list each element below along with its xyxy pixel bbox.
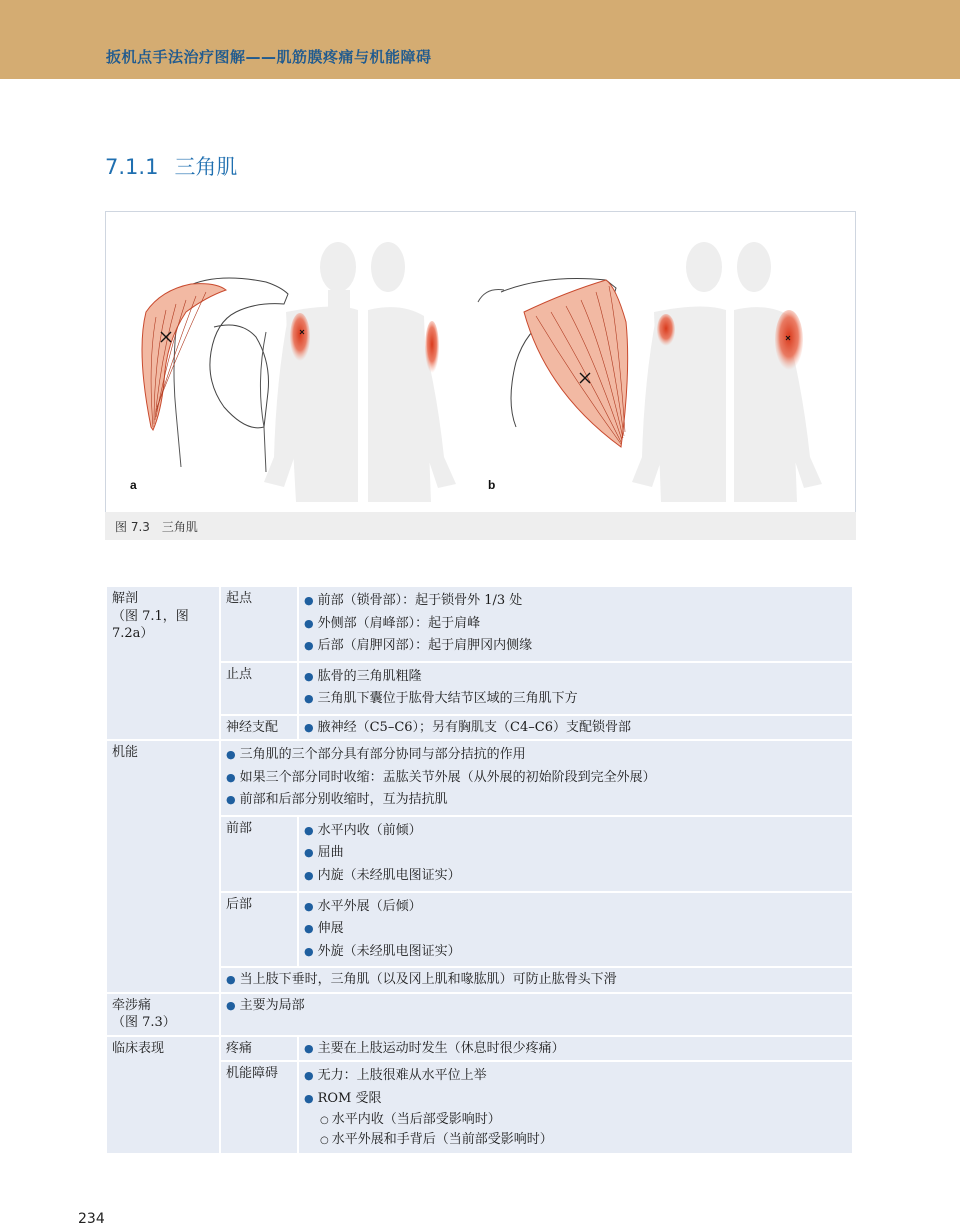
panel-b-body-back xyxy=(734,242,822,502)
page-number: 234 xyxy=(78,1211,105,1227)
list-item: ● 腋神经（C5–C6）；另有胸肌支（C4–C6）支配锁骨部 xyxy=(304,719,631,735)
bullet-icon: ● xyxy=(304,594,314,607)
bullet-icon: ● xyxy=(304,869,314,883)
panel-b-bone-diagram xyxy=(478,279,628,448)
header-band xyxy=(0,0,960,79)
list-item: ● 无力：上肢很难从水平位上举 xyxy=(304,1068,487,1084)
list-item: ● 当上肢下垂时，三角肌（以及冈上肌和喙肱肌）可防止肱骨头下滑 xyxy=(226,972,617,988)
function-label: 机能 xyxy=(106,740,220,992)
list-item: ● 外侧部（肩峰部）：起于肩峰 xyxy=(304,615,481,631)
circle-bullet-icon: ○ xyxy=(320,1135,329,1147)
list-item: ● 前部（锁骨部）：起于锁骨外 1/3 处 xyxy=(304,593,523,608)
bullet-icon: ● xyxy=(304,720,314,734)
posterior-label: 后部 xyxy=(220,892,298,968)
panel-a-referred-pain-front xyxy=(290,313,310,361)
circle-bullet-icon: ○ xyxy=(320,1115,329,1127)
list-item: ● 三角肌下囊位于肱骨大结节区域的三角肌下方 xyxy=(304,691,578,707)
panel-a-referred-pain-back xyxy=(425,321,439,373)
deltoid-info-table xyxy=(105,585,854,1155)
dysfunction-list xyxy=(298,1061,853,1153)
bullet-icon: ● xyxy=(304,899,314,913)
origin-label: 起点 xyxy=(220,586,298,662)
bullet-icon: ● xyxy=(226,793,236,807)
insertion-label: 止点 xyxy=(220,662,298,715)
bullet-icon: ● xyxy=(304,616,314,630)
bullet-icon: ● xyxy=(226,748,236,762)
list-item: ● 水平内收（前倾） xyxy=(304,822,422,838)
list-item: ● ROM 受限 xyxy=(304,1090,382,1106)
anterior-label: 前部 xyxy=(220,816,298,892)
section-title: 三角肌 xyxy=(174,155,238,179)
sub-list-item: ○ 水平外展和手背后（当前部受影响时） xyxy=(320,1132,553,1148)
panel-b-referred-pain-back xyxy=(775,310,803,370)
pain-label: 疼痛 xyxy=(220,1036,298,1062)
table-row xyxy=(106,1036,853,1062)
panel-b-label: b xyxy=(488,478,496,492)
list-item: ● 内旋（未经肌电图证实） xyxy=(304,868,461,884)
bullet-icon: ● xyxy=(226,770,236,784)
nerve-label: 神经支配 xyxy=(220,715,298,741)
bullet-icon: ● xyxy=(304,1069,314,1083)
bullet-icon: ● xyxy=(304,692,314,706)
table-row xyxy=(106,740,853,816)
figure-7-3 xyxy=(105,211,856,513)
panel-b-body-front xyxy=(632,242,726,502)
bullet-icon: ● xyxy=(226,973,236,987)
referred-cell xyxy=(106,993,220,1036)
referred-ref: （图 7.3） xyxy=(112,1015,176,1031)
figure-caption: 图 7.3 三角肌 xyxy=(115,520,198,534)
section-heading xyxy=(105,151,237,181)
bullet-icon: ● xyxy=(304,922,314,936)
panel-a-body-back xyxy=(368,242,456,502)
bullet-icon: ● xyxy=(304,846,314,860)
bullet-icon: ● xyxy=(226,998,236,1012)
list-item: ● 前部和后部分别收缩时，互为拮抗肌 xyxy=(226,792,448,808)
table-row xyxy=(106,586,853,662)
dysfunction-label: 机能障碍 xyxy=(220,1061,298,1153)
panel-a-label: a xyxy=(130,478,137,492)
list-item: ● 屈曲 xyxy=(304,845,344,861)
nerve-list xyxy=(298,715,853,741)
insertion-list xyxy=(298,662,853,715)
list-item: ● 主要在上肢运动时发生（休息时很少疼痛） xyxy=(304,1040,565,1056)
pain-list xyxy=(298,1036,853,1062)
list-item: ● 主要为局部 xyxy=(226,997,305,1013)
origin-list xyxy=(298,586,853,662)
list-item: ● 肱骨的三角肌粗隆 xyxy=(304,668,422,684)
anatomy-label: 解剖 xyxy=(112,591,139,606)
function-last xyxy=(220,967,853,993)
bullet-icon: ● xyxy=(304,944,314,958)
referred-list xyxy=(220,993,853,1036)
anterior-list xyxy=(298,816,853,892)
list-item: ● 三角肌的三个部分具有部分协同与部分拮抗的作用 xyxy=(226,747,526,763)
list-item: ● 水平外展（后倾） xyxy=(304,898,422,914)
posterior-list xyxy=(298,892,853,968)
anatomy-cell xyxy=(106,586,220,740)
bullet-icon: ● xyxy=(304,1041,314,1055)
figure-caption-bar xyxy=(105,512,856,540)
running-title: 扳机点手法治疗图解——肌筋膜疼痛与机能障碍 xyxy=(106,48,432,66)
table-row xyxy=(106,993,853,1036)
bullet-icon: ● xyxy=(304,1091,314,1105)
list-item: ● 后部（肩胛冈部）：起于肩胛冈内侧缘 xyxy=(304,638,533,654)
bullet-icon: ● xyxy=(304,823,314,837)
function-list xyxy=(220,740,853,816)
list-item: ● 如果三个部分同时收缩：盂肱关节外展（从外展的初始阶段到完全外展） xyxy=(226,769,656,785)
panel-b-referred-pain-front xyxy=(657,314,675,346)
anatomy-ref: （图 7.1，图 7.2a） xyxy=(112,608,189,642)
panel-a-body-front xyxy=(264,242,358,502)
section-number: 7.1.1 xyxy=(105,155,159,179)
referred-label: 牵涉痛 xyxy=(112,997,152,1013)
sub-list-item: ○ 水平内收（当后部受影响时） xyxy=(320,1112,501,1128)
clinical-label: 临床表现 xyxy=(106,1036,220,1154)
list-item: ● 伸展 xyxy=(304,921,344,937)
anatomy-illustration xyxy=(106,212,855,512)
bullet-icon: ● xyxy=(304,669,314,683)
bullet-icon: ● xyxy=(304,639,314,653)
list-item: ● 外旋（未经肌电图证实） xyxy=(304,943,461,959)
